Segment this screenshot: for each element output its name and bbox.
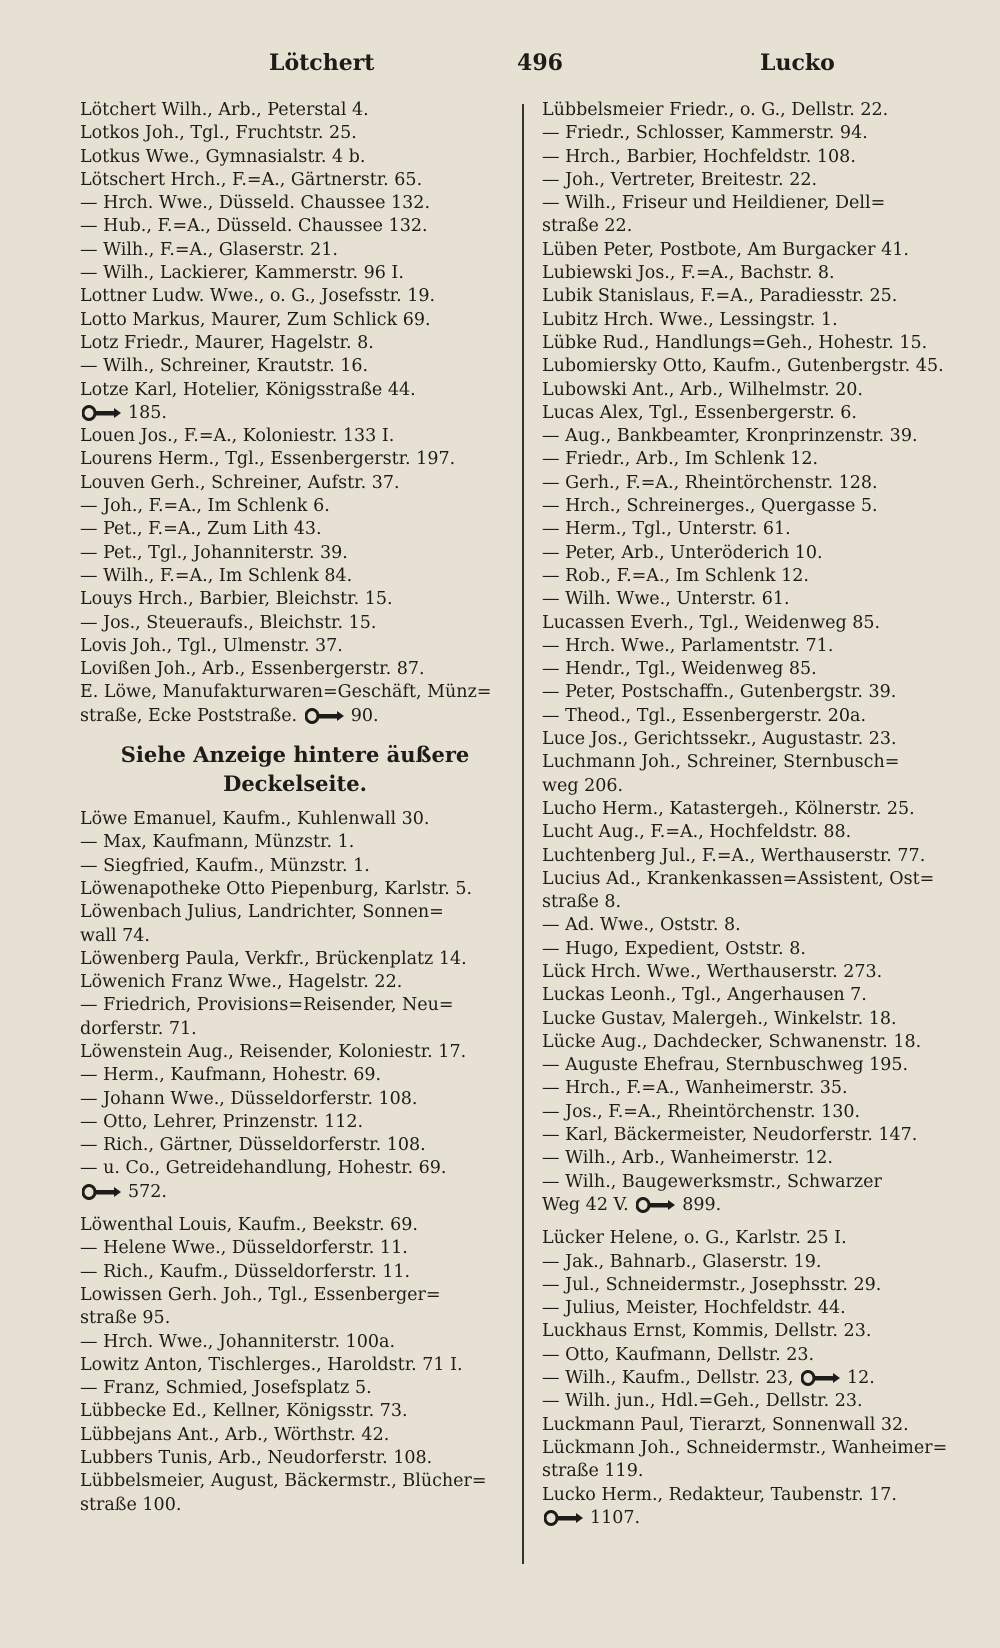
directory-entry: — Jos., F.=A., Rheintörchenstr. 130.: [542, 1101, 861, 1122]
directory-entry: — Otto, Lehrer, Prinzenstr. 112.: [80, 1111, 364, 1132]
directory-entry: — Franz, Schmied, Josefsplatz 5.: [80, 1378, 372, 1399]
directory-entry: — Pet., F.=A., Zum Lith 43.: [80, 519, 322, 540]
directory-entry: Lowissen Gerh. Joh., Tgl., Essenberger=: [80, 1284, 441, 1305]
directory-entry: — Wilh., Arb., Wanheimerstr. 12.: [542, 1148, 833, 1169]
phone-number: 185.: [128, 402, 167, 423]
directory-entry: — Wilh. jun., Hdl.=Geh., Dellstr. 23.: [542, 1391, 863, 1412]
directory-entry: — Jak., Bahnarb., Glaserstr. 19.: [542, 1251, 822, 1272]
directory-entry: Lubowski Ant., Arb., Wilhelmstr. 20.: [542, 379, 863, 400]
directory-entry: dorferstr. 71.: [80, 1018, 197, 1039]
directory-entry: — Pet., Tgl., Johanniterstr. 39.: [80, 542, 348, 563]
directory-entry: Lüben Peter, Postbote, Am Burgacker 41.: [542, 239, 909, 260]
directory-entry-with-phone: [542, 1367, 952, 1390]
directory-entry: — Hrch., Schreinerges., Quergasse 5.: [542, 496, 878, 517]
directory-entry: Louven Gerh., Schreiner, Aufstr. 37.: [80, 472, 400, 493]
directory-entry: — Rich., Gärtner, Düsseldorferstr. 108.: [80, 1135, 426, 1156]
phone-line: [80, 1181, 510, 1204]
directory-entry: Lötchert Wilh., Arb., Peterstal 4.: [80, 100, 369, 120]
directory-entry: straße 8.: [542, 892, 622, 913]
notice-line: Siehe Anzeige hintere äußere: [120, 742, 470, 768]
directory-entry: — Friedrich, Provisions=Reisender, Neu=: [80, 995, 454, 1016]
directory-entry: Lovißen Joh., Arb., Essenbergerstr. 87.: [80, 659, 425, 680]
directory-entry: Lückmann Joh., Schneidermstr., Wanheimer=: [542, 1437, 948, 1458]
directory-entry: Lotto Markus, Maurer, Zum Schlick 69.: [80, 309, 431, 330]
directory-entry: Lucas Alex, Tgl., Essenbergerstr. 6.: [542, 402, 857, 423]
notice-line: Deckelseite.: [223, 771, 367, 797]
directory-entry: Lotkus Wwe., Gymnasialstr. 4 b.: [80, 146, 366, 167]
directory-entry: Lübke Rud., Handlungs=Geh., Hohestr. 15.: [542, 332, 928, 353]
phone-line: [542, 1507, 952, 1530]
phone-number: 572.: [128, 1181, 167, 1202]
directory-entry: — Siegfried, Kaufm., Münzstr. 1.: [80, 855, 370, 876]
directory-entry: Lubomiersky Otto, Kaufm., Gutenbergstr. 45.: [542, 356, 944, 377]
directory-entry: Löwenapotheke Otto Piepenburg, Karlstr. 5.: [80, 878, 473, 899]
left-column: [80, 99, 510, 1517]
directory-entry: Lötschert Hrch., F.=A., Gärtnerstr. 65.: [80, 169, 423, 190]
directory-entry: Lotze Karl, Hotelier, Königsstraße 44.: [80, 379, 416, 400]
directory-entry: Lovis Joh., Tgl., Ulmenstr. 37.: [80, 635, 343, 656]
directory-entry: Luckmann Paul, Tierarzt, Sonnenwall 32.: [542, 1414, 909, 1435]
directory-entry: — Herm., Tgl., Unterstr. 61.: [542, 519, 791, 540]
directory-entry: — Hrch. Wwe., Parlamentstr. 71.: [542, 635, 834, 656]
phone-number: 90.: [350, 705, 379, 726]
directory-entry: Lowitz Anton, Tischlerges., Haroldstr. 71 I.: [80, 1354, 463, 1375]
directory-entry: Lucassen Everh., Tgl., Weidenweg 85.: [542, 612, 881, 633]
directory-entry: — Friedr., Arb., Im Schlenk 12.: [542, 449, 819, 470]
directory-entry: Lucht Aug., F.=A., Hochfeldstr. 88.: [542, 822, 852, 843]
directory-entry: Lücker Helene, o. G., Karlstr. 25 I.: [542, 1228, 847, 1249]
right-column: [542, 99, 952, 1530]
directory-entry: Lucius Ad., Krankenkassen=Assistent, Ost=: [542, 868, 935, 889]
directory-entry: — Ad. Wwe., Oststr. 8.: [542, 915, 741, 936]
page-number: 496: [517, 50, 563, 76]
telephone-icon: [82, 405, 122, 425]
directory-entry: — Auguste Ehefrau, Sternbuschweg 195.: [542, 1055, 909, 1076]
directory-entry: Lubiewski Jos., F.=A., Bachstr. 8.: [542, 263, 835, 284]
directory-entry: — Hub., F.=A., Düsseld. Chaussee 132.: [80, 216, 428, 237]
entry-text: — Wilh., Kaufm., Dellstr. 23,: [542, 1368, 794, 1389]
directory-entry: Löwenthal Louis, Kaufm., Beekstr. 69.: [80, 1215, 418, 1236]
directory-entry: straße 95.: [80, 1308, 171, 1329]
directory-entry: — Theod., Tgl., Essenbergerstr. 20a.: [542, 705, 867, 726]
directory-entry-continued: [542, 1194, 952, 1217]
header-left-keyword: Lötchert: [269, 50, 375, 76]
directory-entry: Luckas Leonh., Tgl., Angerhausen 7.: [542, 985, 867, 1006]
directory-entry: — u. Co., Getreidehandlung, Hohestr. 69.: [80, 1158, 447, 1179]
telephone-icon: [305, 708, 345, 728]
directory-entry: — Wilh., F.=A., Glaserstr. 21.: [80, 239, 338, 260]
directory-entry: Luchmann Joh., Schreiner, Sternbusch=: [542, 752, 900, 773]
directory-entry: — Hrch., Barbier, Hochfeldstr. 108.: [542, 146, 856, 167]
directory-entry: Lucho Herm., Katastergeh., Kölnerstr. 25.: [542, 798, 915, 819]
directory-entry: Lottner Ludw. Wwe., o. G., Josefsstr. 19.: [80, 286, 436, 307]
directory-entry: weg 206.: [542, 775, 624, 796]
directory-entry: — Johann Wwe., Düsseldorferstr. 108.: [80, 1088, 418, 1109]
directory-entry: Lubitz Hrch. Wwe., Lessingstr. 1.: [542, 309, 838, 330]
directory-entry: — Wilh., Lackierer, Kammerstr. 96 I.: [80, 263, 404, 284]
directory-entry: — Friedr., Schlosser, Kammerstr. 94.: [542, 123, 868, 144]
directory-entry: Luce Jos., Gerichtssekr., Augustastr. 23.: [542, 729, 897, 750]
directory-entry: — Hrch. Wwe., Düsseld. Chaussee 132.: [80, 193, 431, 214]
directory-entry: — Joh., F.=A., Im Schlenk 6.: [80, 496, 330, 517]
directory-entry: — Joh., Vertreter, Breitestr. 22.: [542, 169, 818, 190]
directory-entry: Löwenberg Paula, Verkfr., Brückenplatz 14.: [80, 948, 467, 969]
telephone-icon: [801, 1370, 841, 1390]
directory-entry: Lübbejans Ant., Arb., Wörthstr. 42.: [80, 1424, 390, 1445]
header-right-keyword: Lucko: [760, 50, 835, 76]
directory-entry: Louen Jos., F.=A., Koloniestr. 133 I.: [80, 426, 395, 447]
directory-entry: Luckhaus Ernst, Kommis, Dellstr. 23.: [542, 1321, 872, 1342]
directory-entry: Luchtenberg Jul., F.=A., Werthauserstr. 77.: [542, 845, 926, 866]
directory-entry: — Wilh., Baugewerksmstr., Schwarzer: [542, 1171, 882, 1192]
directory-entry: E. Löwe, Manufakturwaren=Geschäft, Münz=: [80, 682, 492, 703]
column-divider: [522, 104, 524, 1564]
advertisement-notice: [80, 740, 510, 798]
directory-entry: Louys Hrch., Barbier, Bleichstr. 15.: [80, 589, 393, 610]
directory-entry: straße 22.: [542, 216, 633, 237]
directory-entry: — Aug., Bankbeamter, Kronprinzenstr. 39.: [542, 426, 918, 447]
page-header: [80, 50, 960, 84]
directory-entry: — Peter, Arb., Unteröderich 10.: [542, 542, 823, 563]
directory-entry: Lübbelsmeier Friedr., o. G., Dellstr. 22.: [542, 100, 889, 120]
directory-entry: Lotz Friedr., Maurer, Hagelstr. 8.: [80, 332, 374, 353]
directory-entry: Lübbecke Ed., Kellner, Königsstr. 73.: [80, 1401, 408, 1422]
directory-entry: Löwenich Franz Wwe., Hagelstr. 22.: [80, 972, 403, 993]
phone-number: 12.: [847, 1368, 875, 1389]
directory-entry: Lubbers Tunis, Arb., Neudorferstr. 108.: [80, 1448, 433, 1469]
directory-entry: — Karl, Bäckermeister, Neudorferstr. 147.: [542, 1125, 918, 1146]
directory-entry: — Wilh., F.=A., Im Schlenk 84.: [80, 565, 353, 586]
directory-entry: — Peter, Postschaffn., Gutenbergstr. 39.: [542, 682, 897, 703]
telephone-icon: [636, 1197, 676, 1217]
directory-entry: — Wilh., Schreiner, Krautstr. 16.: [80, 356, 369, 377]
directory-entry: Lucke Gustav, Malergeh., Winkelstr. 18.: [542, 1008, 897, 1029]
directory-entry: Lück Hrch. Wwe., Werthauserstr. 273.: [542, 961, 883, 982]
directory-entry: — Helene Wwe., Düsseldorferstr. 11.: [80, 1238, 408, 1259]
directory-entry: — Rich., Kaufm., Düsseldorferstr. 11.: [80, 1261, 411, 1282]
directory-entry: straße 119.: [542, 1461, 644, 1482]
directory-entry: — Otto, Kaufmann, Dellstr. 23.: [542, 1344, 815, 1365]
directory-entry: — Hrch. Wwe., Johanniterstr. 100a.: [80, 1331, 396, 1352]
directory-entry: — Jul., Schneidermstr., Josephsstr. 29.: [542, 1274, 882, 1295]
directory-entry: — Jos., Steueraufs., Bleichstr. 15.: [80, 612, 377, 633]
directory-entry: — Wilh., Friseur und Heildiener, Dell=: [542, 193, 886, 214]
directory-entry: — Wilh. Wwe., Unterstr. 61.: [542, 589, 790, 610]
directory-entry: — Hendr., Tgl., Weidenweg 85.: [542, 659, 817, 680]
directory-entry: straße 100.: [80, 1494, 182, 1515]
directory-entry: — Max, Kaufmann, Münzstr. 1.: [80, 832, 355, 853]
directory-entry: — Herm., Kaufmann, Hohestr. 69.: [80, 1065, 382, 1086]
directory-entry: — Rob., F.=A., Im Schlenk 12.: [542, 565, 809, 586]
telephone-icon: [544, 1510, 584, 1530]
phone-number: 1107.: [590, 1507, 641, 1528]
directory-entry: Löwenbach Julius, Landrichter, Sonnen=: [80, 902, 444, 923]
directory-entry: Lourens Herm., Tgl., Essenbergerstr. 197.: [80, 449, 456, 470]
entry-continuation: Weg 42 V.: [542, 1194, 629, 1215]
telephone-icon: [82, 1184, 122, 1204]
entry-continuation: straße, Ecke Poststraße.: [80, 705, 298, 726]
directory-entry: Lücke Aug., Dachdecker, Schwanenstr. 18.: [542, 1031, 922, 1052]
directory-entry: — Hrch., F.=A., Wanheimerstr. 35.: [542, 1078, 848, 1099]
directory-entry: — Gerh., F.=A., Rheintörchenstr. 128.: [542, 472, 878, 493]
directory-entry: Löwe Emanuel, Kaufm., Kuhlenwall 30.: [80, 809, 430, 830]
directory-entry: wall 74.: [80, 925, 150, 946]
directory-entry: — Hugo, Expedient, Oststr. 8.: [542, 938, 806, 959]
directory-entry: — Julius, Meister, Hochfeldstr. 44.: [542, 1298, 846, 1319]
phone-number: 899.: [682, 1194, 722, 1215]
directory-entry: Lotkos Joh., Tgl., Fruchtstr. 25.: [80, 123, 357, 144]
directory-entry: Lubik Stanislaus, F.=A., Paradiesstr. 25.: [542, 286, 898, 307]
directory-entry-continued: [80, 705, 510, 728]
phone-line: [80, 402, 510, 425]
directory-entry: Löwenstein Aug., Reisender, Koloniestr. 17.: [80, 1041, 467, 1062]
directory-entry: Lucko Herm., Redakteur, Taubenstr. 17.: [542, 1484, 897, 1505]
directory-entry: Lübbelsmeier, August, Bäckermstr., Blücher=: [80, 1471, 487, 1492]
